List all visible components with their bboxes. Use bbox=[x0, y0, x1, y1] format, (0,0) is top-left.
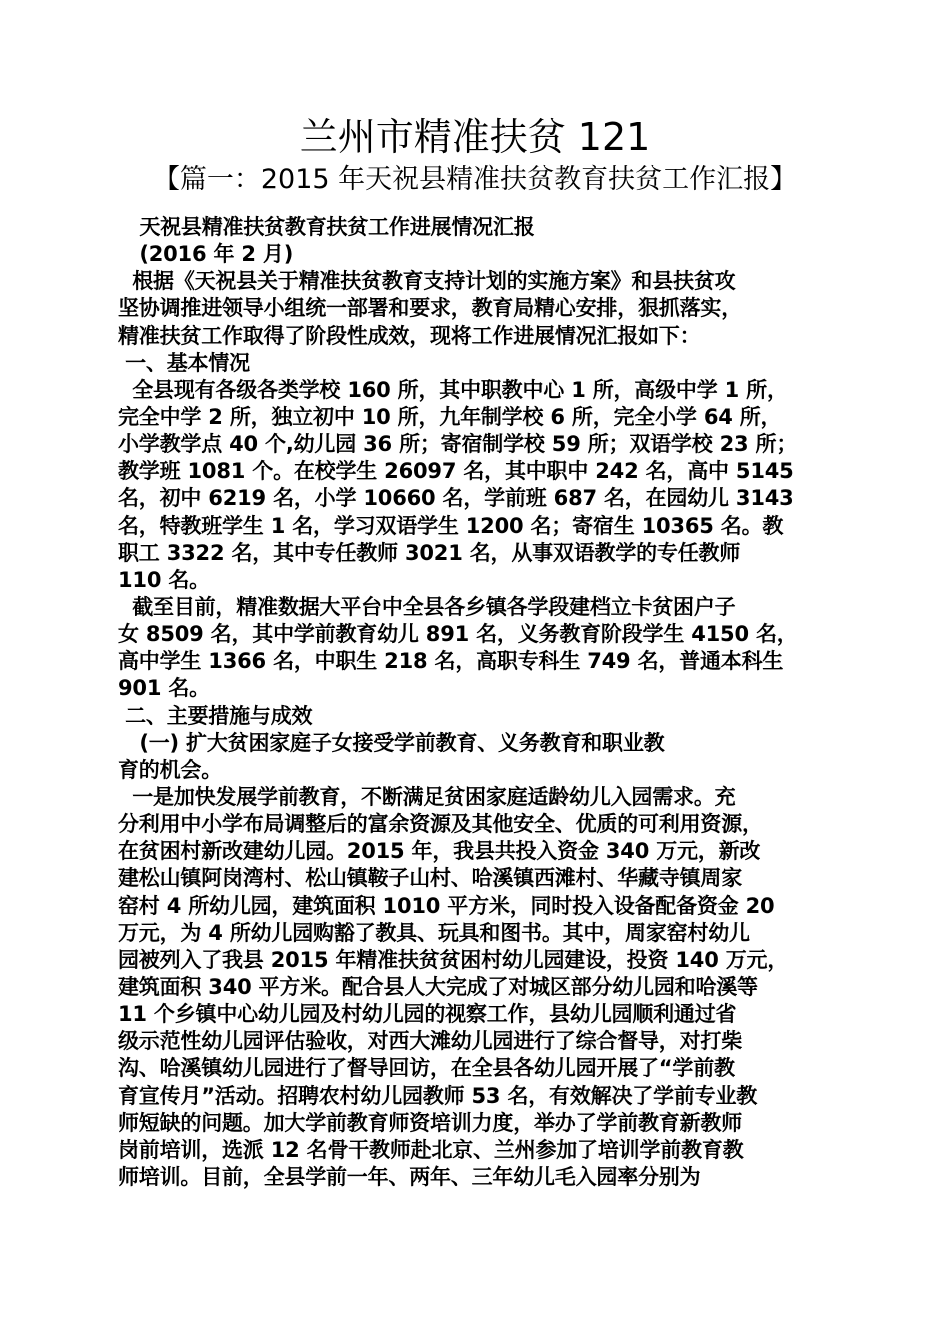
text-line: 沟、哈溪镇幼儿园进行了督导回访，在全县各幼儿园开展了“学前教 bbox=[118, 1056, 735, 1081]
text-line: 分利用中小学布局调整后的富余资源及其他安全、优质的可利用资源， bbox=[118, 812, 763, 837]
text-line: 高中学生 1366 名，中职生 218 名，高职专科生 749 名，普通本科生 bbox=[118, 649, 784, 674]
text-line: 完全中学 2 所，独立初中 10 所，九年制学校 6 所，完全小学 64 所， bbox=[118, 404, 782, 429]
document-body bbox=[118, 214, 848, 1191]
text-line: 园被列入了我县 2015 年精准扶贫贫困村幼儿园建设，投资 140 万元， bbox=[118, 947, 789, 972]
text-line: 名，初中 6219 名，小学 10660 名，学前班 687 名，在园幼儿 3143 bbox=[118, 486, 794, 511]
text-line: (一) 扩大贫困家庭子女接受学前教育、义务教育和职业教 bbox=[118, 730, 665, 755]
text-line: 育宣传月”活动。招聘农村幼儿园教师 53 名，有效解决了学前专业教 bbox=[118, 1083, 758, 1108]
text-line: 一是加快发展学前教育，不断满足贫困家庭适龄幼儿入园需求。充 bbox=[118, 784, 736, 809]
text-line: 精准扶贫工作取得了阶段性成效，现将工作进展情况汇报如下： bbox=[118, 323, 701, 348]
text-line: 天祝县精准扶贫教育扶贫工作进展情况汇报 bbox=[118, 215, 535, 239]
text-line: 名，特教班学生 1 名，学习双语学生 1200 名；寄宿生 10365 名。教 bbox=[118, 513, 784, 538]
text-line: 110 名。 bbox=[118, 567, 210, 592]
text-line: 职工 3322 名，其中专任教师 3021 名，从事双语教学的专任教师 bbox=[118, 540, 741, 565]
text-line: 建筑面积 340 平方米。配合县人大完成了对城区部分幼儿园和哈溪等 bbox=[118, 974, 758, 999]
text-line: 在贫困村新改建幼儿园。2015 年，我县共投入资金 340 万元，新改 bbox=[118, 839, 761, 864]
text-line: 901 名。 bbox=[118, 676, 210, 701]
text-line: 二、主要措施与成效 bbox=[118, 703, 313, 728]
text-line: 窑村 4 所幼儿园，建筑面积 1010 平方米，同时投入设备配备资金 20 bbox=[118, 893, 775, 918]
text-line: 育的机会。 bbox=[118, 757, 222, 782]
text-line: 万元，为 4 所幼儿园购豁了教具、玩具和图书。其中，周家窑村幼儿 bbox=[118, 920, 750, 945]
text-line: (2016 年 2 月) bbox=[118, 242, 294, 267]
text-line: 一、基本情况 bbox=[118, 350, 250, 375]
text-line: 建松山镇阿岗湾村、松山镇鞍子山村、哈溪镇西滩村、华藏寺镇周家 bbox=[118, 866, 742, 891]
text-line: 小学教学点 40 个,幼儿园 36 所；寄宿制学校 59 所；双语学校 23 所； bbox=[118, 432, 798, 457]
text-line: 师培训。目前，全县学前一年、两年、三年幼儿毛入园率分别为 bbox=[118, 1164, 701, 1189]
text-line: 级示范性幼儿园评估验收，对西大滩幼儿园进行了综合督导，对打柴 bbox=[118, 1029, 742, 1054]
text-line: 截至目前，精准数据大平台中全县各乡镇各学段建档立卡贫困户子 bbox=[118, 594, 736, 619]
document-title: 兰州市精准扶贫 121 bbox=[299, 115, 651, 159]
text-line: 全县现有各级各类学校 160 所，其中职教中心 1 所，高级中学 1 所， bbox=[118, 377, 788, 402]
text-line: 11 个乡镇中心幼儿园及村幼儿园的视察工作，县幼儿园顺利通过省 bbox=[118, 1002, 737, 1027]
text-line: 师短缺的问题。加大学前教育师资培训力度，举办了学前教育新教师 bbox=[118, 1110, 742, 1135]
text-line: 女 8509 名，其中学前教育幼儿 891 名，义务教育阶段学生 4150 名， bbox=[118, 622, 798, 647]
document-subtitle: 【篇一：2015 年天祝县精准扶贫教育扶贫工作汇报】 bbox=[152, 164, 798, 195]
text-line: 岗前培训，选派 12 名骨干教师赴北京、兰州参加了培训学前教育教 bbox=[118, 1137, 744, 1162]
text-line: 教学班 1081 个。在校学生 26097 名，其中职中 242 名，高中 5145 bbox=[118, 459, 794, 484]
text-line: 坚协调推进领导小组统一部署和要求，教育局精心安排，狠抓落实， bbox=[118, 296, 742, 321]
text-line: 根据《天祝县关于精准扶贫教育支持计划的实施方案》和县扶贫攻 bbox=[118, 269, 736, 294]
